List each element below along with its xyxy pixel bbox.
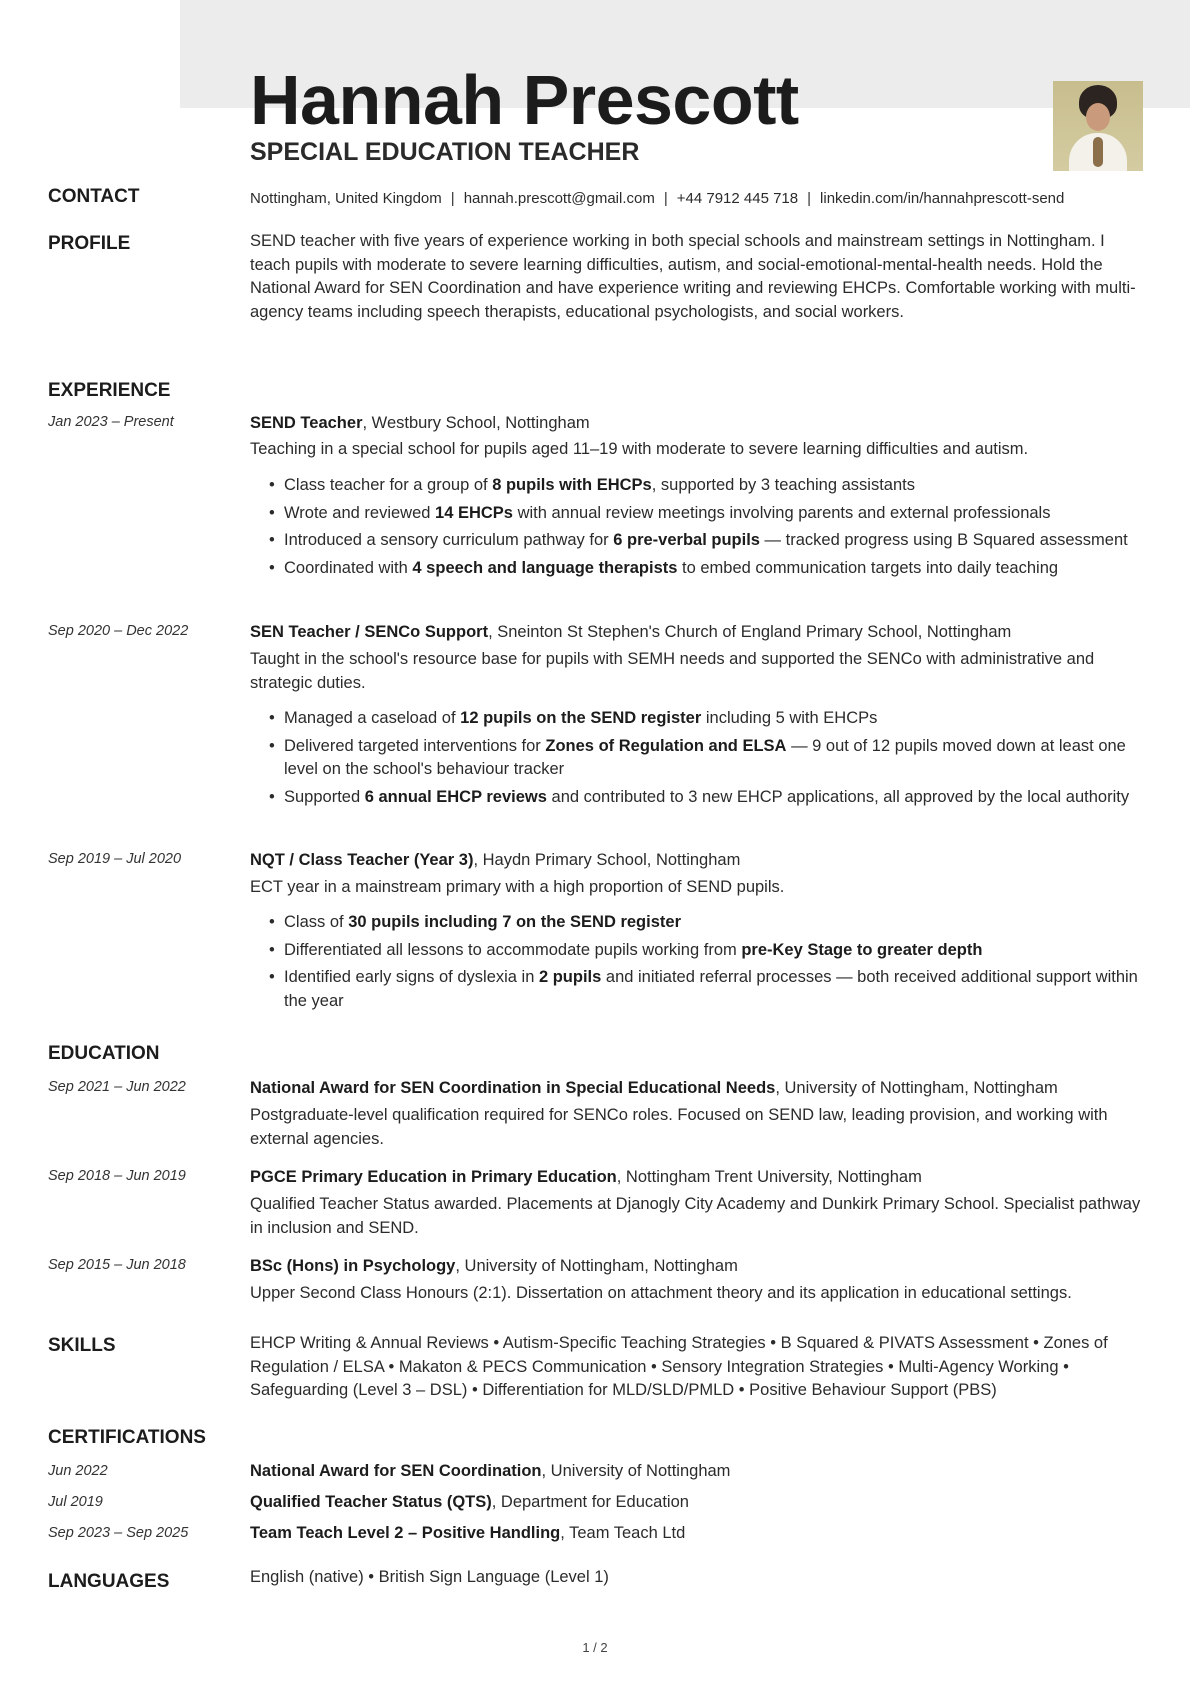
contact-separator: | [663, 190, 668, 207]
certification-line [250, 1462, 730, 1481]
education-degree: BSc (Hons) in Psychology [250, 1257, 456, 1275]
certification-date: Jun 2022 [48, 1463, 108, 1479]
profile-photo [1053, 81, 1143, 171]
job-date: Sep 2019 – Jul 2020 [48, 851, 182, 867]
certification-name: Qualified Teacher Status (QTS) [250, 1493, 492, 1511]
education-title-line [250, 1257, 738, 1276]
job-bullets [250, 474, 1145, 584]
job-role: SEN Teacher / SENCo Support [250, 623, 489, 641]
certification-name: National Award for SEN Coordination [250, 1462, 542, 1480]
job-role: SEND Teacher [250, 414, 363, 432]
certification-date: Jul 2019 [48, 1494, 103, 1510]
contact-location: Nottingham, United Kingdom [250, 190, 442, 207]
job-org: , Sneinton St Stephen's Church of England Primary School, Nottingham [488, 623, 1012, 641]
job-title-line [250, 851, 740, 870]
list-item: • Differentiated all lessons to accommodate pupils working from pre-Key Stage to greater depth [250, 939, 1145, 963]
job-date: Sep 2020 – Dec 2022 [48, 623, 189, 639]
section-heading-contact: CONTACT [48, 186, 140, 207]
contact-linkedin[interactable]: linkedin.com/in/hannahprescott-send [820, 190, 1065, 207]
section-heading-experience: EXPERIENCE [48, 380, 171, 401]
section-heading-languages: LANGUAGES [48, 1571, 170, 1592]
education-title-line [250, 1079, 1058, 1098]
education-school: , University of Nottingham, Nottingham [455, 1257, 738, 1275]
job-summary: Taught in the school's resource base for pupils with SEMH needs and supported the SENCo with administrative and strategic duties. [250, 650, 1095, 692]
contact-separator: | [807, 190, 812, 207]
job-org: , Haydn Primary School, Nottingham [473, 851, 741, 869]
page-number: 1 / 2 [582, 1640, 608, 1655]
list-item: • Wrote and reviewed 14 EHCPs with annual review meetings involving parents and external professionals [250, 502, 1145, 526]
list-item: • Introduced a sensory curriculum pathway for 6 pre-verbal pupils — tracked progress using B Squared assessment [250, 529, 1145, 553]
list-item: • Delivered targeted interventions for Zones of Regulation and ELSA — 9 out of 12 pupils moved down at least one level on the school's behaviour tracker [250, 735, 1145, 782]
education-date: Sep 2015 – Jun 2018 [48, 1257, 186, 1273]
education-title-line [250, 1168, 922, 1187]
job-title: SPECIAL EDUCATION TEACHER [250, 138, 640, 166]
list-item: • Identified early signs of dyslexia in 2 pupils and initiated referral processes — both received additional support within the year [250, 966, 1145, 1013]
languages-text: English (native) • British Sign Language (Level 1) [250, 1568, 609, 1586]
job-title-line [250, 414, 590, 433]
list-item: • Supported 6 annual EHCP reviews and contributed to 3 new EHCP applications, all approved by the local authority [250, 786, 1145, 810]
education-degree: National Award for SEN Coordination in Special Educational Needs [250, 1079, 776, 1097]
job-summary: Teaching in a special school for pupils aged 11–19 with moderate to severe learning difficulties and autism. [250, 440, 1029, 458]
skills-text: EHCP Writing & Annual Reviews • Autism-Specific Teaching Strategies • B Squared & PIVATS Assessment • Zones of Regulation / ELSA • Makaton & PECS Communication • Sensory Integration Strategies • Multi-Agency Working • Safeguarding (Level 3 – DSL) • Differentiation for MLD/SLD/PMLD • Positive Behaviour Support (PBS) [250, 1334, 1108, 1399]
job-bullets [250, 707, 1145, 813]
job-summary: ECT year in a mainstream primary with a high proportion of SEND pupils. [250, 878, 785, 896]
education-school: , Nottingham Trent University, Nottingham [616, 1168, 922, 1186]
contact-separator: | [450, 190, 455, 207]
job-title-line [250, 623, 1011, 642]
list-item: • Class teacher for a group of 8 pupils with EHCPs, supported by 3 teaching assistants [250, 474, 1145, 498]
section-heading-certifications: CERTIFICATIONS [48, 1427, 206, 1448]
certification-issuer: , Team Teach Ltd [560, 1524, 686, 1542]
certification-line [250, 1493, 689, 1512]
contact-row [250, 190, 1145, 207]
contact-email[interactable]: hannah.prescott@gmail.com [463, 190, 655, 207]
education-desc: Upper Second Class Honours (2:1). Dissertation on attachment theory and its application in educational settings. [250, 1284, 1072, 1302]
education-date: Sep 2018 – Jun 2019 [48, 1168, 186, 1184]
certification-issuer: , Department for Education [491, 1493, 689, 1511]
education-desc: Postgraduate-level qualification required for SENCo roles. Focused on SEND law, leading provision, and working with external agencies. [250, 1106, 1108, 1148]
job-org: , Westbury School, Nottingham [362, 414, 590, 432]
job-bullets [250, 911, 1145, 1017]
section-heading-profile: PROFILE [48, 233, 131, 254]
education-school: , University of Nottingham, Nottingham [775, 1079, 1058, 1097]
education-date: Sep 2021 – Jun 2022 [48, 1079, 186, 1095]
certification-issuer: , University of Nottingham [541, 1462, 731, 1480]
certification-name: Team Teach Level 2 – Positive Handling [250, 1524, 561, 1542]
list-item: • Coordinated with 4 speech and language therapists to embed communication targets into daily teaching [250, 557, 1145, 581]
profile-text: SEND teacher with five years of experience working in both special schools and mainstream settings in Nottingham. I teach pupils with moderate to severe learning difficulties, autism, and social-emotional-mental-health needs. Hold the National Award for SEN Coordination and have experience writing and reviewing EHCPs. Comfortable working with multi-agency teams including speech therapists, educational psychologists, and social workers. [250, 232, 1136, 321]
job-role: NQT / Class Teacher (Year 3) [250, 851, 474, 869]
list-item: • Managed a caseload of 12 pupils on the SEND register including 5 with EHCPs [250, 707, 1145, 731]
section-heading-education: EDUCATION [48, 1043, 160, 1064]
education-degree: PGCE Primary Education in Primary Education [250, 1168, 617, 1186]
contact-phone[interactable]: +44 7912 445 718 [676, 190, 799, 207]
job-date: Jan 2023 – Present [48, 414, 174, 430]
certification-date: Sep 2023 – Sep 2025 [48, 1525, 189, 1541]
certification-line [250, 1524, 685, 1543]
section-heading-skills: SKILLS [48, 1335, 116, 1356]
list-item: • Class of 30 pupils including 7 on the SEND register [250, 911, 1145, 935]
education-desc: Qualified Teacher Status awarded. Placements at Djanogly City Academy and Dunkirk Primary School. Specialist pathway in inclusion and SEND. [250, 1195, 1141, 1237]
candidate-name: Hannah Prescott [250, 61, 799, 139]
